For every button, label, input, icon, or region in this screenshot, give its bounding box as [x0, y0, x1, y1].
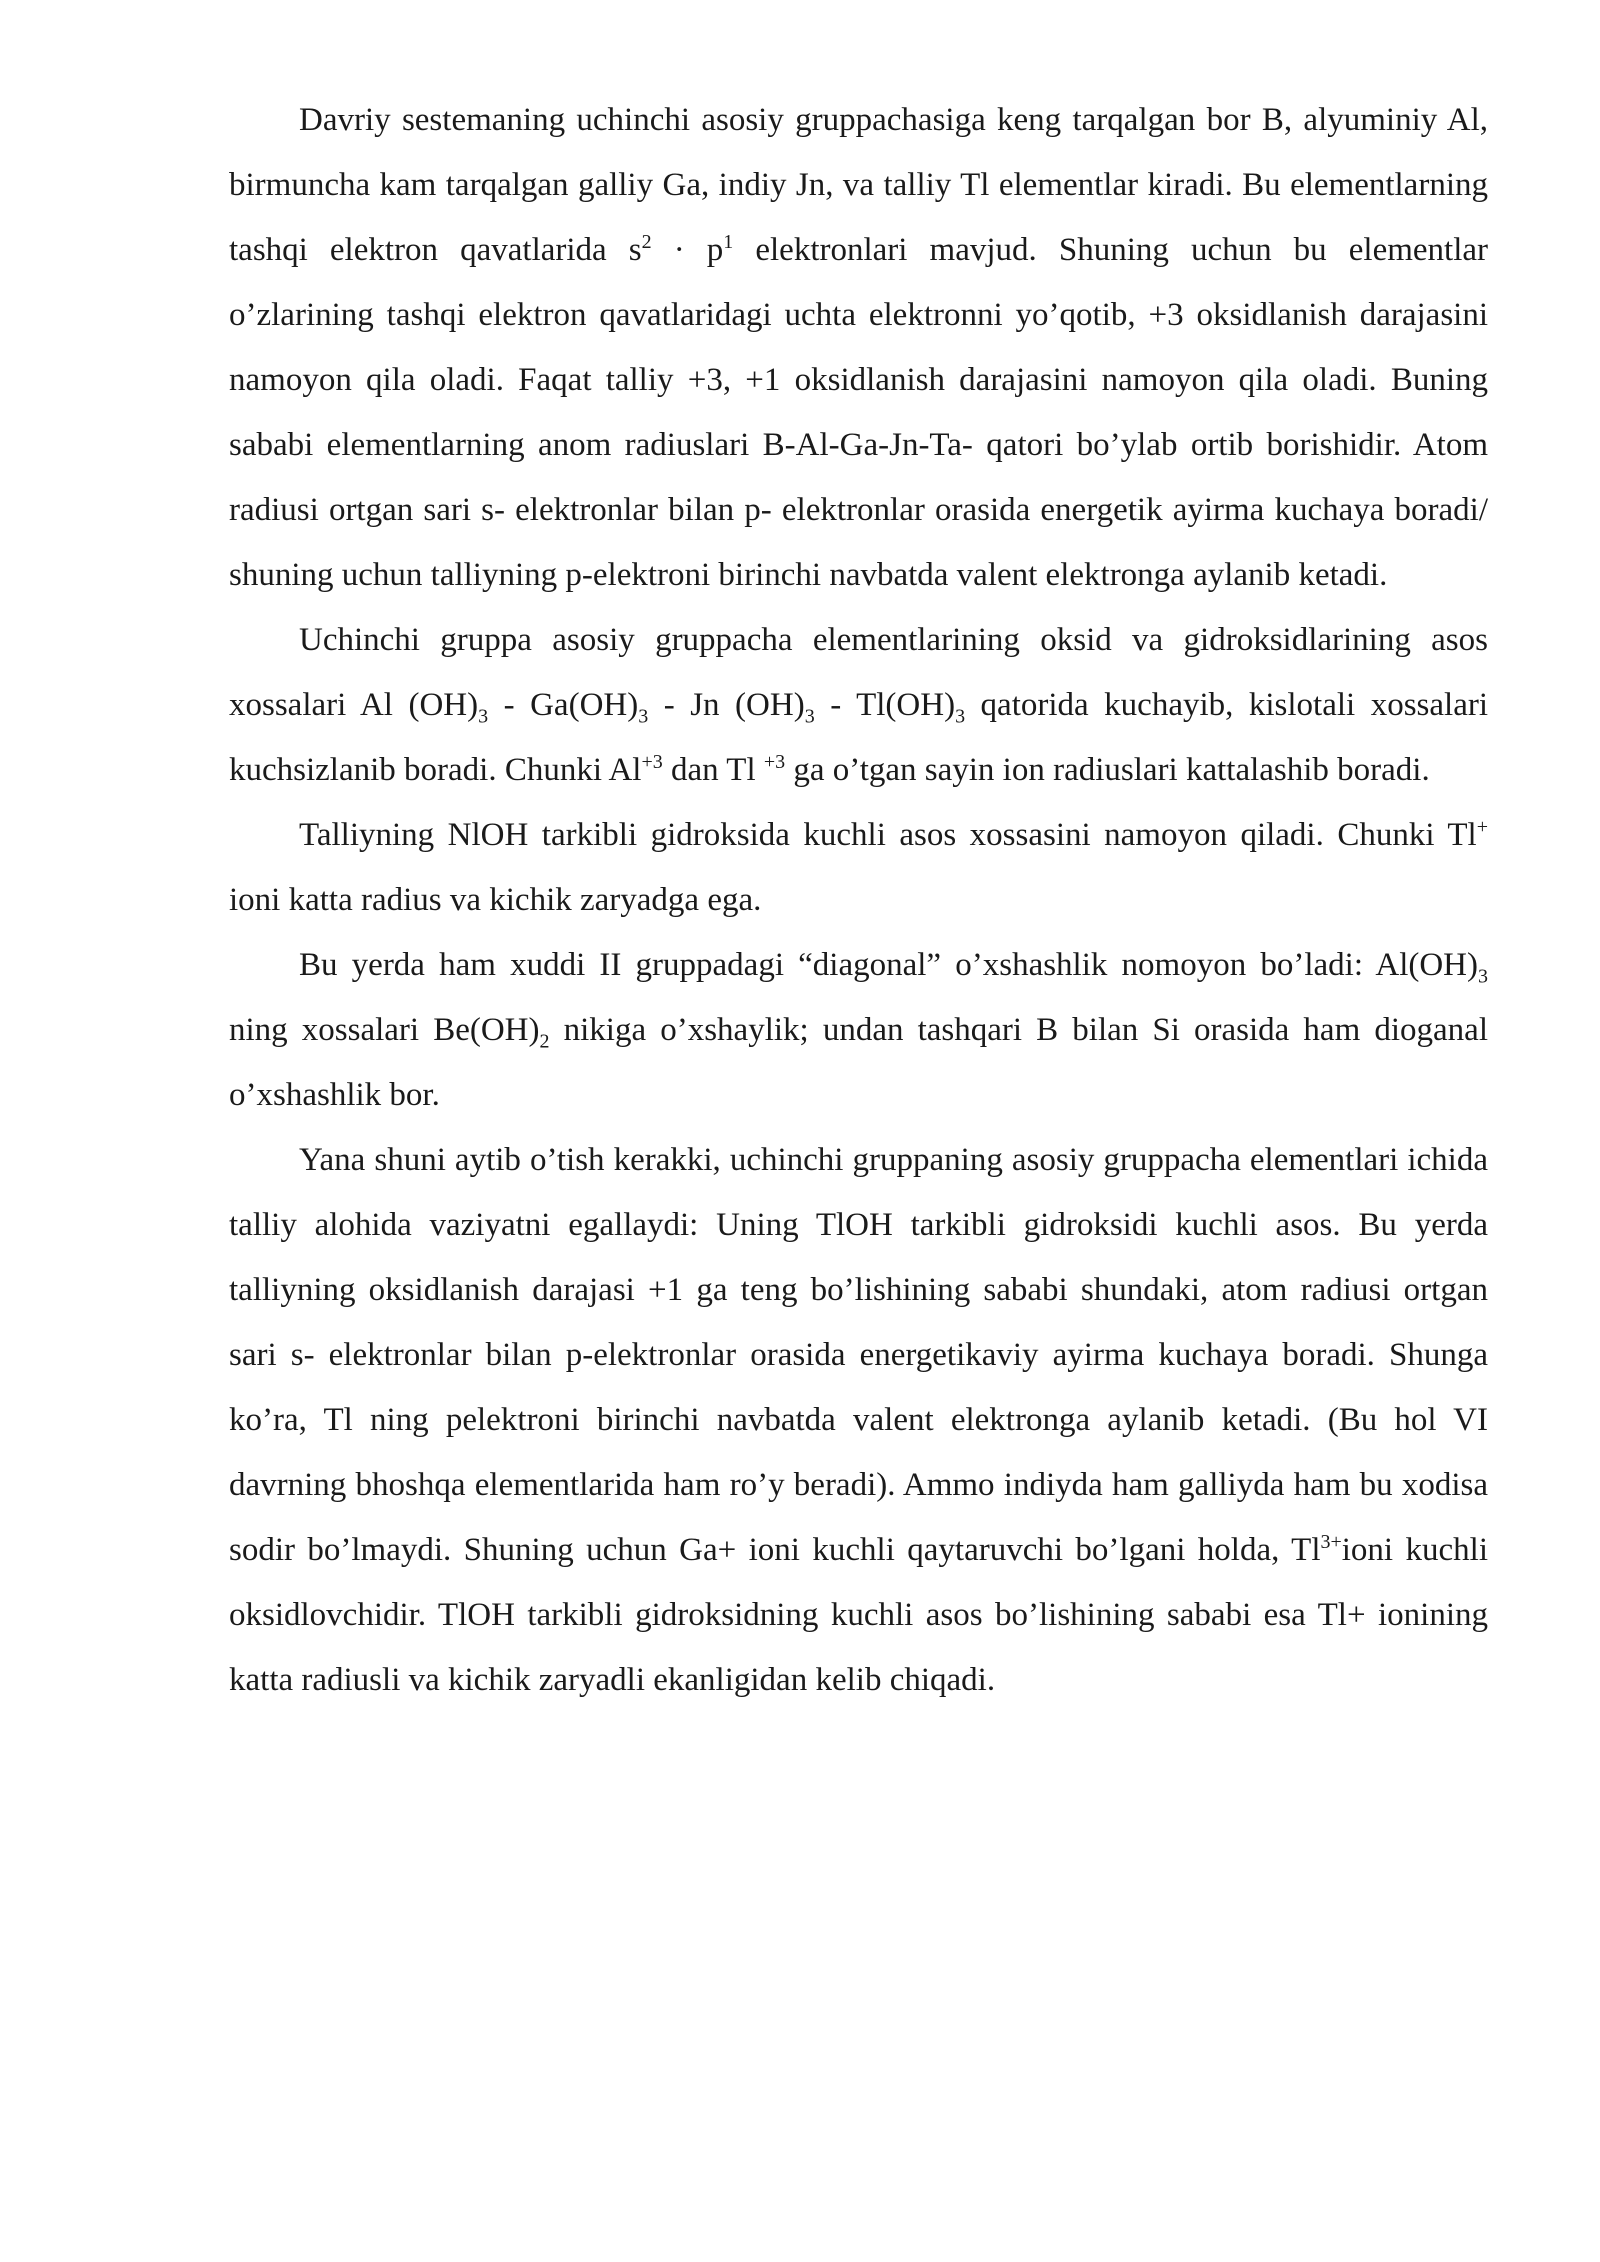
text-run: Uchinchi gruppa asosiy gruppacha elementlarining oksid va gidroksidlarining asos xossalari Al (OH): [229, 622, 1488, 723]
text-run: nikiga o’xshaylik; undan tashqari B bilan Si orasida ham dioganal o’xshashlik bor.: [229, 1012, 1488, 1113]
superscript: +3: [641, 751, 663, 773]
text-run: Talliyning NlOH tarkibli gidroksida kuchli asos xossasini namoyon qiladi. Chunki Tl: [299, 817, 1477, 853]
text-run: ga o’tgan sayin ion radiuslari kattalashib boradi.: [785, 752, 1430, 788]
subscript: 3: [1478, 965, 1488, 988]
text-run: Davriy sestemaning uchinchi asosiy gruppachasiga keng tarqalgan bor B, alyuminiy Al, birmuncha kam tarqalgan galliy Ga, indiy Jn, va talliy Tl elementlar kiradi. Bu elementlarning tashqi elektron qavatlarida s: [229, 102, 1488, 268]
superscript: +: [1476, 816, 1488, 838]
paragraph-1: [229, 88, 1488, 608]
text-run: - Tl(OH): [814, 687, 956, 723]
text-run: elektronlari mavjud. Shuning uchun bu elementlar o’zlarining tashqi elektron qavatlaridagi uchta elektronni yo’qotib, +3 oksidlanish darajasini namoyon qila oladi. Faqat talliy +3, +1 oksidlanish darajasini namoyon qila oladi. Buning sababi elementlarning anom radiuslari B-Al-Ga-Jn-Ta- qatori bo’ylab ortib borishidir. Atom radiusi ortgan sari s- elektronlar bilan p- elektronlar orasida energetik ayirma kuchaya boradi/ shuning uchun talliyning p-elektroni birinchi navbatda valent elektronga aylanib ketadi.: [229, 232, 1489, 593]
text-run: - Jn (OH): [648, 687, 805, 723]
superscript: 1: [723, 231, 734, 253]
subscript: 3: [638, 705, 649, 728]
superscript: 3+: [1320, 1531, 1342, 1553]
subscript: 2: [539, 1030, 550, 1053]
subscript: 3: [955, 705, 966, 728]
document-page: [229, 88, 1488, 1713]
paragraph-3: [229, 803, 1488, 933]
paragraph-5: [229, 1128, 1488, 1713]
text-run: · p: [651, 232, 724, 268]
text-run: ioni katta radius va kichik zaryadga ega.: [229, 882, 762, 918]
text-run: qatorida kuchayib, kislotali xossalari kuchsizlanib boradi. Chunki Al: [229, 687, 1489, 788]
superscript: +3: [763, 751, 786, 773]
text-run: Bu yerda ham xuddi II gruppadagi “diagonal” o’xshashlik nomoyon bo’ladi: Al(OH): [299, 947, 1478, 983]
text-run: - Ga(OH): [488, 687, 639, 723]
text-run: ning xossalari Be(OH): [229, 1012, 540, 1048]
superscript: 2: [641, 231, 652, 253]
text-run: Yana shuni aytib o’tish kerakki, uchinchi gruppaning asosiy gruppacha elementlari ichida talliy alohida vaziyatni egallaydi: Uning TlOH tarkibli gidroksidi kuchli asos. Bu yerda talliyning oksidlanish darajasi +1 ga teng bo’lishining sababi shundaki, atom radiusi ortgan sari s- elektronlar bilan p-elektronlar orasida energetikaviy ayirma kuchaya boradi. Shunga ko’ra, Tl ning pelektroni birinchi navbatda valent elektronga aylanib ketadi. (Bu hol VI davrning bhoshqa elementlarida ham ro’y beradi). Ammo indiyda ham galliyda ham bu xodisa sodir bo’lmaydi. Shuning uchun Ga+ ioni kuchli qaytaruvchi bo’lgani holda, Tl: [229, 1142, 1488, 1568]
text-run: dan Tl: [662, 752, 764, 788]
subscript: 3: [478, 705, 489, 728]
text-run: ioni kuchli oksidlovchidir. TlOH tarkibli gidroksidning kuchli asos bo’lishining sababi esa Tl+ ionining katta radiusli va kichik zaryadli ekanligidan kelib chiqadi.: [229, 1532, 1488, 1698]
paragraph-2: [229, 608, 1488, 803]
subscript: 3: [804, 705, 815, 728]
paragraph-4: [229, 933, 1488, 1128]
